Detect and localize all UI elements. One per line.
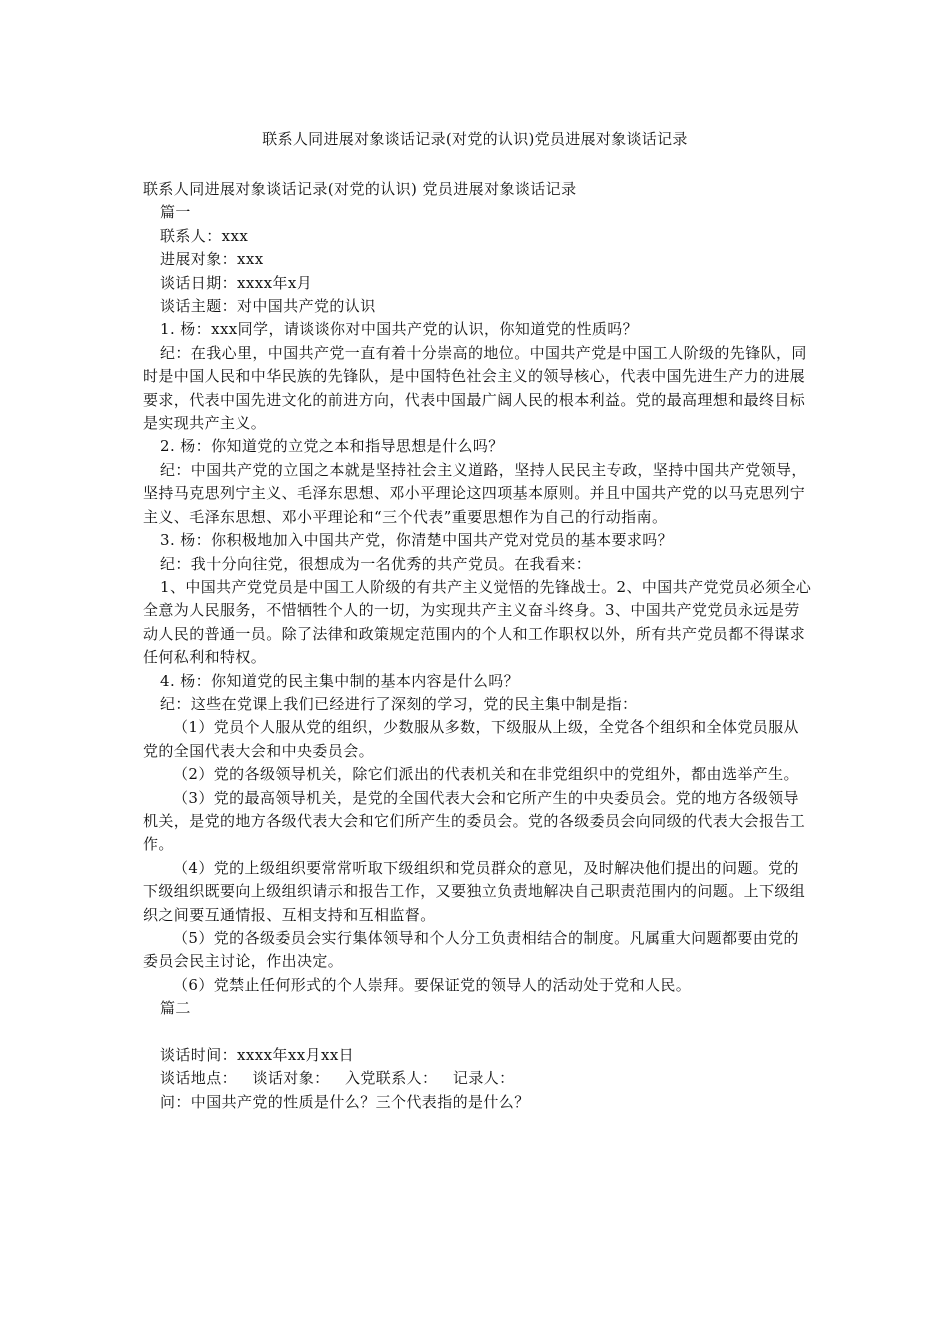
answer-1: 纪：在我心里，中国共产党一直有着十分崇高的地位。中国共产党是中国工人阶级的先锋队，同时是中国人民和中华民族的先锋队，是中国特色社会主义的领导核心，代表中国先进生产力的进展要求，代表中国先进文化的前进方向，代表中国最广阔人民的根本利益。党的最高理想和最终目标是实现共产主义。 — [143, 343, 807, 433]
target-line: 进展对象：xxx — [160, 250, 264, 269]
principle-point: （5）党的各级委员会实行集体领导和个人分工负责相结合的制度。凡属重大问题都要由党的委员会民主讨论，作出决定。 — [143, 929, 799, 971]
principle-point: （6）党禁止任何形式的个人崇拜。要保证党的领导人的活动处于党和人民。 — [173, 975, 692, 994]
question-line: 问：中国共产党的性质是什么？三个代表指的是什么？ — [160, 1092, 530, 1111]
answer-3: 纪：我十分向往党，很想成为一名优秀的共产党员。在我看来： — [160, 554, 592, 573]
document-subtitle: 联系人同进展对象谈话记录(对党的认识) 党员进展对象谈话记录 — [143, 180, 577, 198]
principle-point: （4）党的上级组织要常常听取下级组织和党员群众的意见，及时解决他们提出的问题。党的下级组织既要向上级组织请示和报告工作，又要独立负责地解决自己职责范围内的问题。上下级组织之间要互通情报、互相支持和互相监督。 — [143, 858, 806, 924]
question-1: 1. 杨：xxx同学，请谈谈你对中国共产党的认识，你知道党的性质吗？ — [160, 320, 639, 339]
section-heading-2: 篇二 — [160, 999, 191, 1018]
contact-line: 联系人：xxx — [160, 226, 249, 245]
time-line: 谈话时间：xxxx年xx月xx日 — [160, 1046, 355, 1065]
place-line: 谈话地点： 谈话对象： 入党联系人： 记录人： — [160, 1069, 515, 1088]
blank-line — [143, 1021, 813, 1044]
answer-3-detail: 1、中国共产党党员是中国工人阶级的有共产主义觉悟的先锋战士。2、中国共产党党员必须全心全意为人民服务，不惜牺牲个人的一切，为实现共产主义奋斗终身。3、中国共产党党员永远是劳动人民的普通一员。除了法律和政策规定范围内的个人和工作职权以外，所有共产党员都不得谋求任何私利和特权。 — [143, 577, 812, 667]
question-3: 3. 杨：你积极地加入中国共产党，你清楚中国共产党对党员的基本要求吗？ — [160, 531, 674, 550]
question-2: 2. 杨：你知道党的立党之本和指导思想是什么吗？ — [160, 437, 504, 456]
question-4: 4. 杨：你知道党的民主集中制的基本内容是什么吗？ — [160, 671, 520, 690]
document-body — [143, 178, 813, 1114]
answer-2: 纪：中国共产党的立国之本就是坚持社会主义道路，坚持人民民主专政，坚持中国共产党领导，坚持马克思列宁主义、毛泽东思想、邓小平理论这四项基本原则。并且中国共产党的以马克思列宁主义、毛泽东思想、邓小平理论和“三个代表”重要思想作为自己的行动指南。 — [143, 460, 807, 526]
principle-point: （1）党员个人服从党的组织，少数服从多数，下级服从上级，全党各个组织和全体党员服从党的全国代表大会和中央委员会。 — [143, 718, 799, 760]
principle-point: （2）党的各级领导机关，除它们派出的代表机关和在非党组织中的党组外，都由选举产生。 — [173, 765, 799, 784]
date-line: 谈话日期：xxxx年x月 — [160, 273, 313, 292]
principle-point: （3）党的最高领导机关，是党的全国代表大会和它所产生的中央委员会。党的地方各级领导机关，是党的地方各级代表大会和它们所产生的委员会。党的各级委员会向同级的代表大会报告工作。 — [143, 788, 806, 854]
section-heading-1: 篇一 — [160, 203, 191, 222]
answer-4: 纪：这些在党课上我们已经进行了深刻的学习，党的民主集中制是指： — [160, 694, 638, 713]
document-title: 联系人同进展对象谈话记录(对党的认识)党员进展对象谈话记录 — [262, 130, 688, 148]
topic-line: 谈话主题：对中国共产党的认识 — [160, 297, 376, 316]
